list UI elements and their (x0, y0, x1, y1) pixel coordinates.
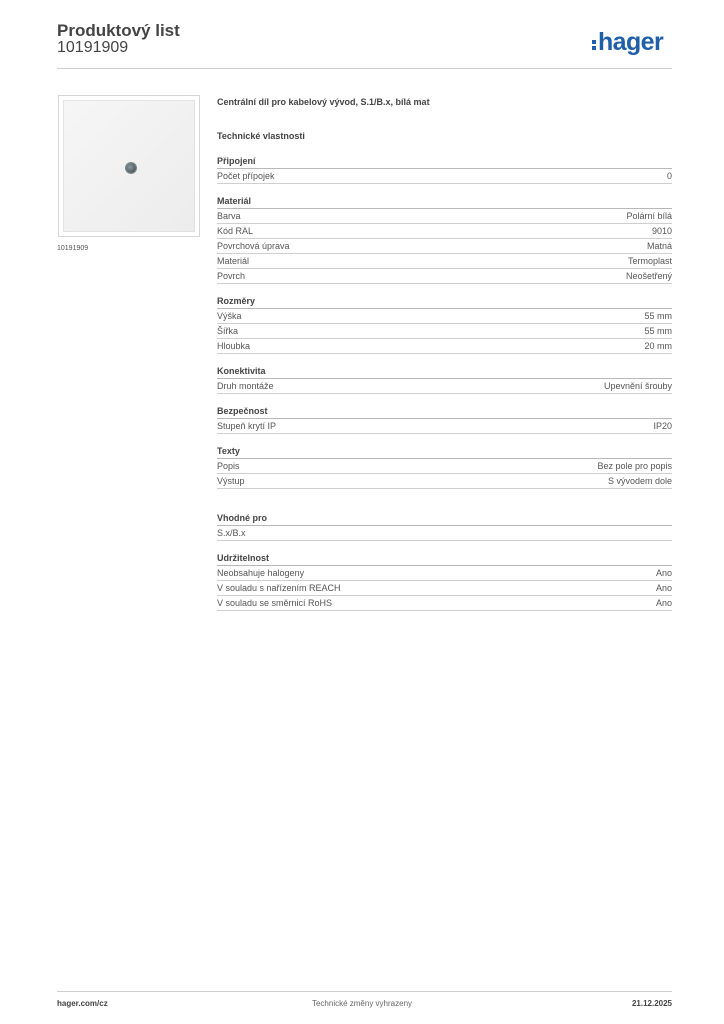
spec-row (217, 209, 672, 224)
spec-row (217, 254, 672, 269)
section-heading: Vhodné pro (217, 511, 672, 526)
spec-label: Šířka (217, 326, 239, 336)
footer-website[interactable]: hager.com/cz (57, 999, 108, 1008)
spec-label: V souladu s nařízením REACH (217, 583, 341, 593)
spec-label: V souladu se směrnicí RoHS (217, 598, 333, 608)
spec-label: Počet přípojek (217, 171, 275, 181)
spec-row (217, 324, 672, 339)
spec-label: Materiál (217, 256, 250, 266)
footer-date: 21.12.2025 (631, 999, 672, 1008)
spec-section (217, 364, 672, 394)
section-heading: Udržitelnost (217, 551, 672, 566)
section-heading: Konektivita (217, 364, 672, 379)
spec-value: Polární bílá (626, 211, 672, 221)
spec-label: Popis (217, 461, 240, 471)
spec-section (217, 444, 672, 489)
spec-row (217, 339, 672, 354)
footer-note: Technické změny vyhrazeny (311, 999, 413, 1008)
section-heading: Bezpečnost (217, 404, 672, 419)
spec-row (217, 596, 672, 611)
spec-section (217, 154, 672, 184)
specifications (217, 96, 672, 611)
spec-section (217, 194, 672, 284)
spec-value: Neošetřený (625, 271, 672, 281)
spec-value: Matná (646, 241, 672, 251)
spec-row (217, 309, 672, 324)
spec-value: 20 mm (644, 341, 672, 351)
spec-value: 9010 (651, 226, 672, 236)
product-image (58, 95, 200, 237)
spec-label: Povrch (217, 271, 246, 281)
spec-section (217, 294, 672, 354)
spec-row (217, 169, 672, 184)
spec-row (217, 581, 672, 596)
spec-row (217, 526, 672, 541)
spec-value: Ano (655, 568, 672, 578)
product-title: Centrální díl pro kabelový vývod, S.1/B.x, bílá mat (217, 97, 430, 107)
spec-row (217, 459, 672, 474)
spec-value: 0 (666, 171, 672, 181)
spec-row (217, 224, 672, 239)
spec-row (217, 474, 672, 489)
section-heading: Připojení (217, 154, 672, 169)
header-divider (57, 68, 672, 69)
spec-label: Hloubka (217, 341, 251, 351)
section-heading: Texty (217, 444, 672, 459)
spec-value: Upevnění šrouby (603, 381, 672, 391)
spec-label: Druh montáže (217, 381, 274, 391)
page-title: Produktový list (57, 21, 180, 40)
product-image-caption: 10191909 (57, 245, 89, 252)
spec-label: S.x/B.x (217, 528, 246, 538)
footer-divider (57, 991, 672, 992)
spec-row (217, 269, 672, 284)
section-suitable (217, 511, 672, 541)
spec-row (217, 379, 672, 394)
spec-value: Ano (655, 598, 672, 608)
spec-row (217, 239, 672, 254)
section-sustainability (217, 551, 672, 611)
spec-label: Povrchová úprava (217, 241, 290, 251)
logo-text: hager (598, 28, 664, 56)
spec-row (217, 566, 672, 581)
spec-value: 55 mm (644, 326, 672, 336)
cover-plate-picture (63, 100, 195, 232)
spec-section (217, 404, 672, 434)
cable-outlet-hole (126, 163, 136, 173)
technical-properties-heading: Technické vlastnosti (217, 131, 305, 141)
spec-value: Bez pole pro popis (597, 461, 672, 471)
section-heading: Rozměry (217, 294, 672, 309)
spec-label: Výška (217, 311, 242, 321)
spec-label: Výstup (217, 476, 245, 486)
product-number: 10191909 (57, 39, 129, 56)
spec-label: Kód RAL (217, 226, 254, 236)
spec-value: IP20 (653, 421, 672, 431)
spec-label: Stupeň krytí IP (217, 421, 277, 431)
spec-sections (217, 154, 672, 489)
spec-label: Neobsahuje halogeny (217, 568, 305, 578)
spec-value: 55 mm (644, 311, 672, 321)
section-heading: Materiál (217, 194, 672, 209)
spec-value: S vývodem dole (607, 476, 672, 486)
spec-row (217, 419, 672, 434)
spec-value: Ano (655, 583, 672, 593)
spec-value: Termoplast (627, 256, 672, 266)
hager-logo (592, 28, 663, 56)
spec-label: Barva (217, 211, 241, 221)
